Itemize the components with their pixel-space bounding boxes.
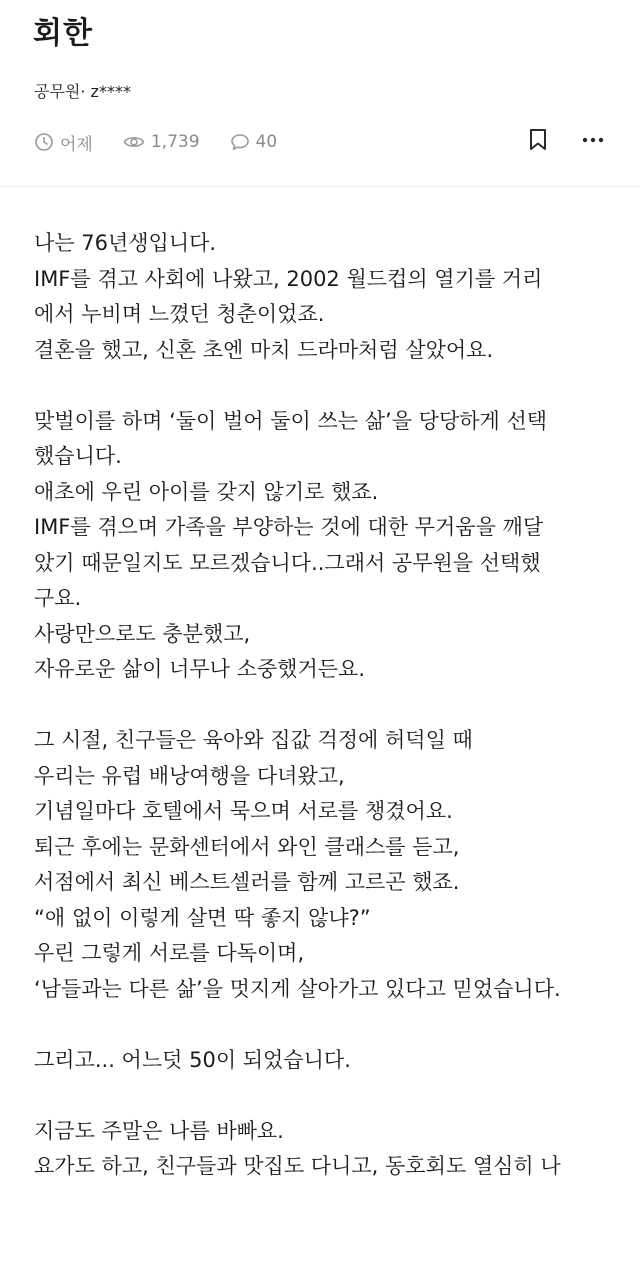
body-line: 구요. (34, 586, 82, 610)
post-header (0, 0, 640, 187)
eye-icon (123, 132, 145, 152)
body-line: 요가도 하고, 친구들과 맛집도 다니고, 동호회도 열심히 나 (34, 1154, 561, 1178)
bookmark-button[interactable] (528, 128, 548, 152)
body-line: 결혼을 했고, 신혼 초엔 마치 드라마처럼 살았어요. (34, 337, 494, 362)
body-line: 기념일마다 호텔에서 묵으며 서로를 챙겼어요. (34, 799, 453, 823)
more-icon (582, 137, 604, 143)
post-time (34, 130, 93, 155)
body-line: 에서 누비며 느꼈던 청춘이었죠. (34, 302, 325, 326)
body-line: 나는 76년생입니다. (34, 231, 217, 255)
clock-icon (34, 132, 54, 152)
post-comments[interactable] (230, 132, 278, 152)
post-views (123, 132, 200, 152)
body-line: IMF를 겪으며 가족을 부양하는 것에 대한 무거움을 깨달 (34, 515, 544, 539)
post-title: 회한 (33, 16, 93, 51)
body-line: 지금도 주말은 나름 바빠요. (34, 1118, 284, 1143)
body-line: 서점에서 최신 베스트셀러를 함께 고르곤 했죠. (34, 870, 460, 894)
body-line: ‘남들과는 다른 삶’을 멋지게 살아가고 있다고 믿었습니다. (34, 976, 561, 1001)
post-body (34, 226, 624, 1185)
paragraph-gap (34, 368, 624, 404)
body-line: 그 시절, 친구들은 육아와 집값 걱정에 허덕일 때 (34, 728, 473, 752)
author-info[interactable]: 공무원· z**** (34, 82, 131, 101)
body-line: 애초에 우린 아이를 갖지 않기로 했죠. (34, 479, 379, 504)
paragraph-gap (34, 1007, 624, 1043)
body-line: 우린 그렇게 서로를 다독이며, (34, 941, 305, 965)
body-line: 그리고... 어느덧 50이 되었습니다. (34, 1047, 351, 1072)
comment-icon (230, 132, 250, 152)
body-line: 퇴근 후에는 문화센터에서 와인 클래스를 듣고, (34, 834, 460, 859)
more-button[interactable] (582, 137, 604, 143)
post-time-label: 어제 (60, 134, 93, 155)
body-line: 사랑만으로도 충분했고, (34, 621, 251, 646)
body-line: 자유로운 삶이 너무나 소중했거든요. (34, 657, 365, 681)
body-line: IMF를 겪고 사회에 나왔고, 2002 월드컵의 열기를 거리 (34, 266, 543, 291)
post-views-count: 1,739 (150, 132, 200, 152)
post-comments-count: 40 (255, 132, 278, 152)
body-line: 맞벌이를 하며 ‘둘이 벌어 둘이 쓰는 삶’을 당당하게 선택 (34, 408, 548, 433)
body-line: 했습니다. (34, 444, 122, 468)
bookmark-icon (528, 128, 548, 152)
paragraph-gap (34, 1078, 624, 1114)
post-meta (34, 130, 610, 154)
body-line: 우리는 유럽 배낭여행을 다녀왔고, (34, 763, 345, 788)
post-actions (528, 128, 604, 152)
body-line: “애 없이 이렇게 살면 딱 좋지 않냐?” (34, 905, 371, 930)
body-line: 았기 때문일지도 모르겠습니다..그래서 공무원을 선택했 (34, 550, 541, 575)
paragraph-gap (34, 688, 624, 724)
